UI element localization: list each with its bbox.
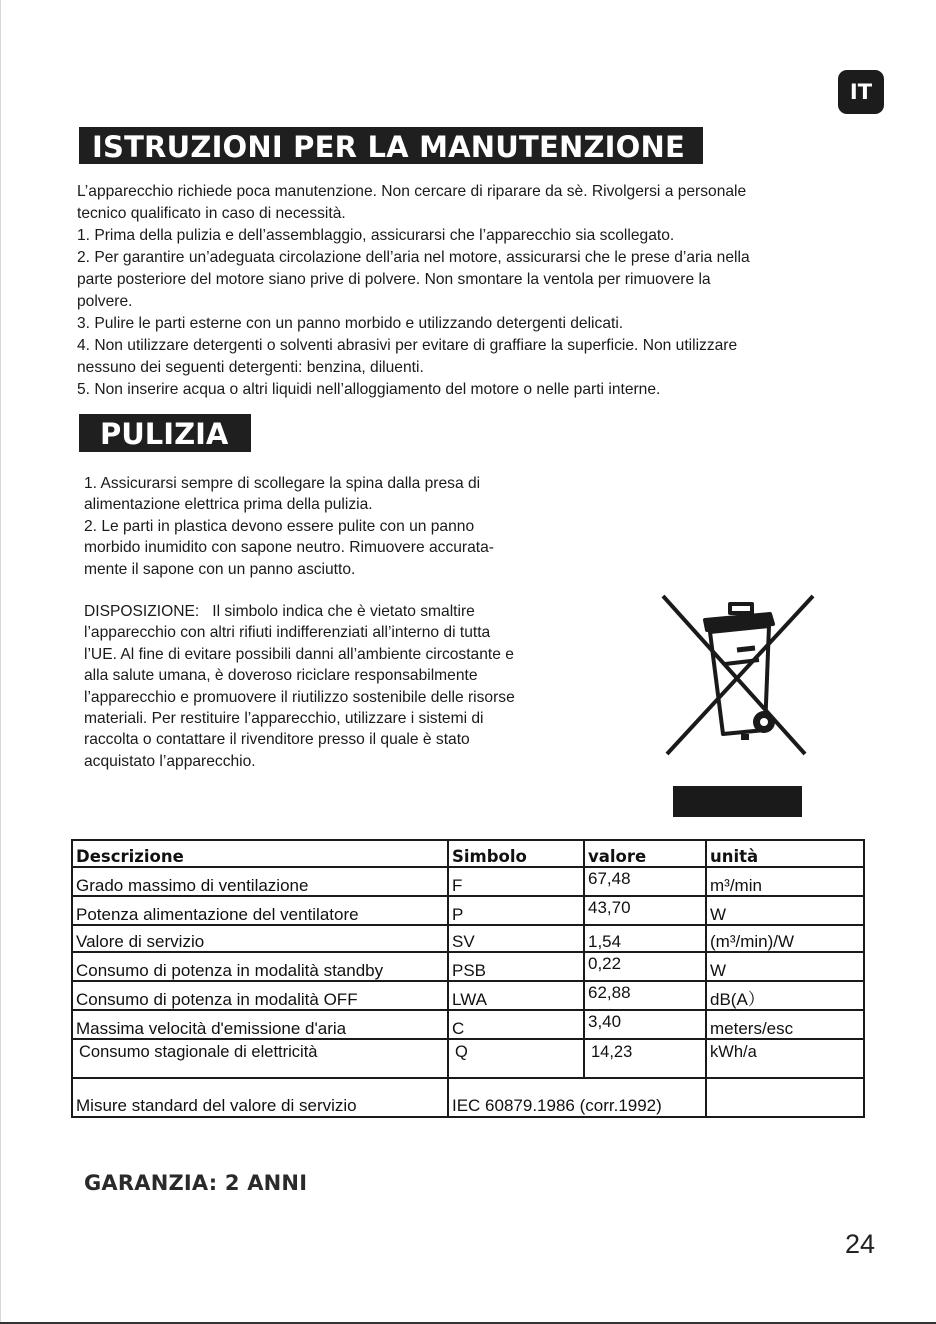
page-edge	[0, 0, 1, 1324]
cleaning-line: 2. Le parti in plastica devono essere pulite con un panno	[84, 517, 475, 535]
cell-unit: W	[706, 952, 864, 981]
table-row	[72, 1039, 864, 1078]
disposal-line: materiali. Per restituire l’apparecchio, utilizzare i sistemi di	[84, 710, 484, 728]
cell-symbol: P	[448, 896, 584, 925]
cell-value: 3,40	[584, 1010, 706, 1039]
table-row	[72, 1078, 864, 1117]
disposal-line: acquistato l’apparecchio.	[84, 752, 256, 770]
maintenance-line: parte posteriore del motore siano prive di polvere. Non smontare la ventola per rimuovere la	[77, 271, 711, 288]
cell-symbol: PSB	[448, 952, 584, 981]
table-row	[72, 896, 864, 925]
cleaning-line: alimentazione elettrica prima della pulizia.	[84, 496, 373, 514]
maintenance-line: 3. Pulire le parti esterne con un panno morbido e utilizzando detergenti delicati.	[77, 315, 624, 332]
cell-value: 1,54	[584, 925, 706, 952]
disposal-line: l’apparecchio con altri rifiuti indifferenziati all’interno di tutta	[84, 624, 491, 642]
cell-unit: W	[706, 896, 864, 925]
cell-standard-value: IEC 60879.1986 (corr.1992)	[448, 1078, 706, 1117]
cell-description: Potenza alimentazione del ventilatore	[72, 896, 448, 925]
table-row	[72, 1010, 864, 1039]
cell-unit: meters/esc	[706, 1010, 864, 1039]
cell-symbol: Q	[448, 1039, 584, 1078]
disposal-line: raccolta o contattare il rivenditore presso il quale è stato	[84, 731, 470, 749]
cell-standard-label: Misure standard del valore di servizio	[72, 1078, 448, 1117]
header-unit: unità	[706, 840, 864, 867]
page-number: 24	[845, 1229, 876, 1259]
cell-unit: dB(A）	[706, 981, 864, 1010]
cell-value: 67,48	[584, 867, 706, 896]
disposal-line: l’apparecchio e promuovere il riutilizzo sostenibile delle risorse	[84, 688, 515, 706]
cell-unit: m³/min	[706, 867, 864, 896]
maintenance-line: 1. Prima della pulizia e dell’assemblaggio, assicurarsi che l’apparecchio sia scollegato.	[77, 227, 675, 244]
cell-value: 0,22	[584, 952, 706, 981]
spec-table	[71, 839, 865, 1118]
language-badge: IT	[838, 70, 884, 114]
header-symbol: Simbolo	[448, 840, 584, 867]
header-description: Descrizione	[72, 840, 448, 867]
cell-empty	[706, 1078, 864, 1117]
cell-unit: kWh/a	[706, 1039, 864, 1078]
disposal-line: l’UE. Al fine di evitare possibili danni all’ambiente circostante e	[84, 645, 514, 663]
cell-description: Consumo di potenza in modalità standby	[72, 952, 448, 981]
cell-value: 62,88	[584, 981, 706, 1010]
maintenance-line: 2. Per garantire un’adeguata circolazione dell’aria nel motore, assicurarsi che le prese d’aria nella	[77, 249, 750, 266]
cell-unit: (m³/min)/W	[706, 925, 864, 952]
cell-description: Grado massimo di ventilazione	[72, 867, 448, 896]
maintenance-line: 4. Non utilizzare detergenti o solventi abrasivi per evitare di graffiare la superficie. Non utilizzare	[77, 337, 738, 354]
maintenance-line: tecnico qualificato in caso di necessità.	[77, 205, 346, 222]
cell-value: 14,23	[584, 1039, 706, 1078]
table-row	[72, 867, 864, 896]
table-row	[72, 952, 864, 981]
cell-description: Consumo di potenza in modalità OFF	[72, 981, 448, 1010]
maintenance-line: polvere.	[77, 293, 133, 310]
table-row	[72, 925, 864, 952]
crossed-out-wheelie-bin-icon	[655, 590, 821, 762]
maintenance-text	[77, 181, 867, 401]
warranty-text: GARANZIA: 2 ANNI	[84, 1171, 308, 1195]
maintenance-line: 5. Non inserire acqua o altri liquidi nell’alloggiamento del motore o nelle parti interne.	[77, 381, 661, 398]
table-row	[72, 981, 864, 1010]
disposal-line: alla salute umana, è doveroso riciclare responsabilmente	[84, 667, 478, 685]
cell-symbol: F	[448, 867, 584, 896]
cleaning-line: mente il sapone con un panno asciutto.	[84, 560, 356, 578]
cell-symbol: SV	[448, 925, 584, 952]
maintenance-line: L’apparecchio richiede poca manutenzione. Non cercare di riparare da sè. Rivolgersi a personale	[77, 183, 747, 200]
cleaning-text	[84, 473, 574, 580]
black-bar	[673, 786, 802, 817]
disposal-text	[84, 601, 589, 772]
cell-description: Massima velocità d'emissione d'aria	[72, 1010, 448, 1039]
cell-description: Consumo stagionale di elettricità	[72, 1039, 448, 1078]
cell-symbol: C	[448, 1010, 584, 1039]
maintenance-line: nessuno dei seguenti detergenti: benzina, diluenti.	[77, 359, 424, 376]
maintenance-heading: ISTRUZIONI PER LA MANUTENZIONE	[79, 127, 703, 164]
cleaning-line: 1. Assicurarsi sempre di scollegare la spina dalla presa di	[84, 475, 481, 492]
cell-description: Valore di servizio	[72, 925, 448, 952]
header-value: valore	[584, 840, 706, 867]
table-header-row	[72, 840, 864, 867]
cell-value: 43,70	[584, 896, 706, 925]
cleaning-heading: PULIZIA	[79, 414, 251, 452]
cell-symbol: LWA	[448, 981, 584, 1010]
cleaning-line: morbido inumidito con sapone neutro. Rimuovere accurata-	[84, 539, 494, 557]
disposal-line: DISPOSIZIONE: Il simbolo indica che è vietato smaltire	[84, 603, 475, 620]
